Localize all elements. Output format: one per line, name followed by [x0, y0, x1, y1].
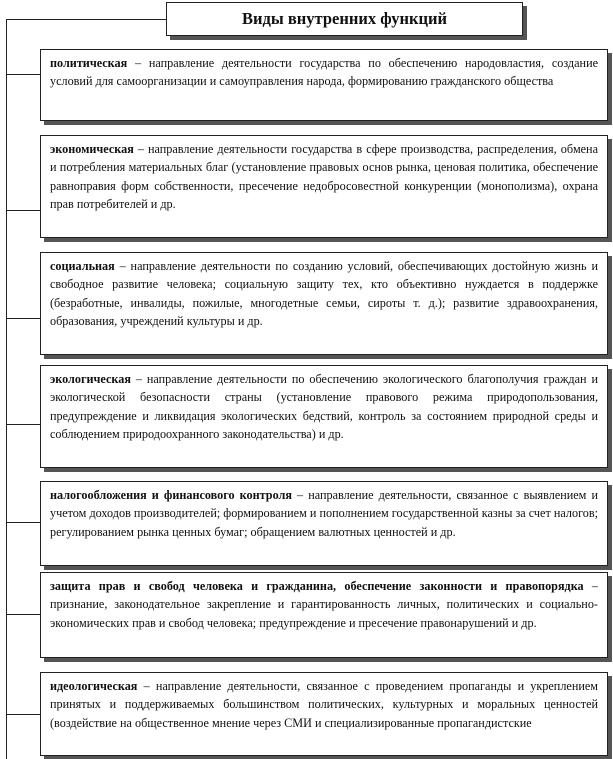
diagram-title-box	[166, 2, 523, 36]
connector-branch	[6, 318, 40, 319]
function-box-rights-protection	[40, 572, 608, 658]
function-term: экономическая	[50, 142, 134, 156]
connector-branch	[6, 714, 40, 715]
connector-branch	[6, 74, 40, 75]
function-box-economic	[40, 135, 608, 238]
connector-branch	[6, 522, 40, 523]
function-box-taxation	[40, 481, 608, 566]
connector-branch	[6, 614, 40, 615]
function-term: идеологическая	[50, 679, 138, 693]
function-description: – направление деятельности по обеспечению экологического благополучия граждан и экологической безопасности страны (установление правового режима природопользования, предупреждение и ликвидация экологических бедствий, контроль за состоянием природной среды и соблюдением природоохранного законодательства) и др.	[50, 372, 598, 442]
function-term: экологическая	[50, 372, 131, 386]
function-description: – направление деятельности по созданию условий, обеспечивающих достойную жизнь и свободное развитие человека; социальную защиту тех, кто объективно нуждается в поддержке (безработные, инвалиды, пожилые, многодетные семьи, сироты т. д.); развитие здравоохранения, образования, учреждений культуры и др.	[50, 259, 598, 329]
connector-branch	[6, 210, 40, 211]
function-description: – направление деятельности государства в сфере производства, распределения, обмена и потребления материальных благ (установление правовых основ рынка, ценовая политика, обеспечение равноправия форм собственности, пресечение недобросовестной конкуренции (монополизма), охрана прав потребителей и др.	[50, 142, 598, 212]
diagram-title: Виды внутренних функций	[241, 9, 448, 28]
function-box-ideological	[40, 672, 608, 756]
function-description: – признание, законодательное закрепление и гарантированность личных, политических и социально-экономических прав и свобод человека; предупреждение и пресечение правонарушений и др.	[50, 579, 599, 630]
function-description: – направление деятельности государства по обеспечению народовластия, создание условий для самоорганизации и самоуправления народа, формированию гражданского общества	[50, 56, 598, 89]
function-box-political	[40, 49, 608, 121]
connector-spine	[6, 19, 7, 759]
function-term: налогообложения и финансового контроля	[50, 488, 292, 502]
function-description: – направление деятельности, связанное с выявлением и учетом доходов производителей; формированием и пополнением государственной казны за счет налогов; регулированием рынка ценных бумаг; обращением валютных ценностей и др.	[50, 488, 598, 539]
function-description: – направление деятельности, связанное с проведением пропаганды и укреплением принятых и поддерживаемых большинством политических, культурных и моральных ценностей (воздействие на общественное мнение через СМИ и специализированные пропагандистские	[50, 679, 598, 730]
function-term: политическая	[50, 56, 128, 70]
function-box-ecological	[40, 365, 608, 468]
function-term: социальная	[50, 259, 115, 273]
function-term: защита прав и свобод человека и гражданина, обеспечение законности и правопорядка	[50, 579, 584, 593]
connector-branch	[6, 424, 40, 425]
function-box-social	[40, 252, 608, 355]
connector-top	[6, 19, 166, 20]
